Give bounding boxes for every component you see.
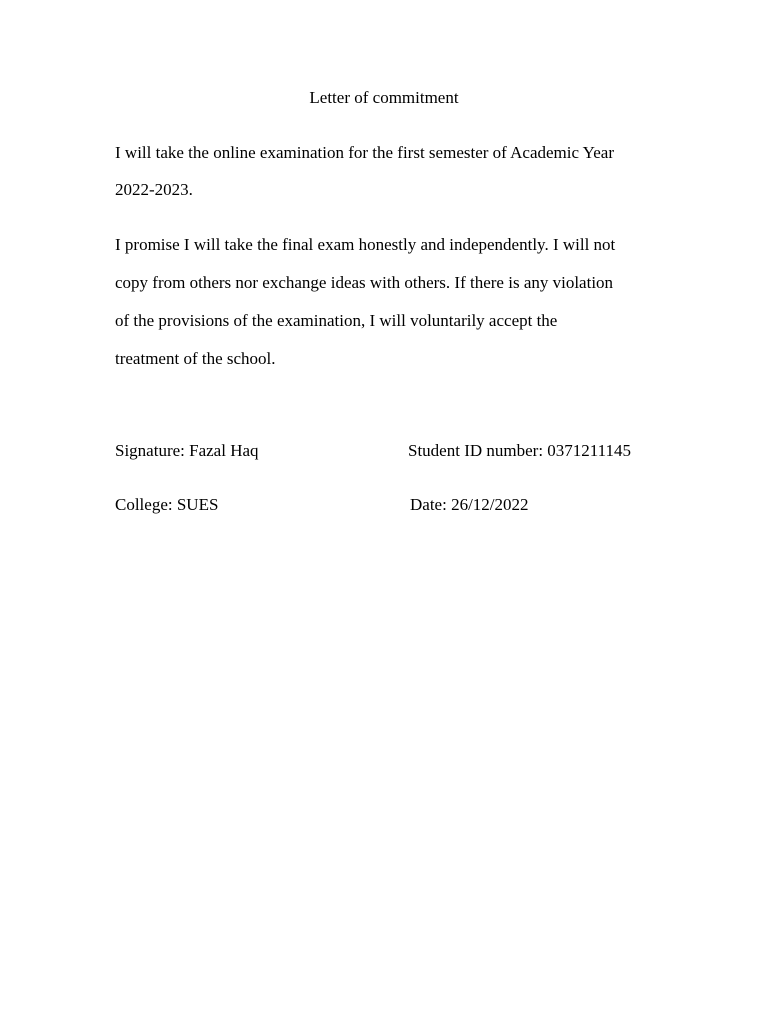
paragraph-2-line-3: of the provisions of the examination, I will voluntarily accept the xyxy=(115,311,558,330)
signature-field: Signature: Fazal Haq xyxy=(115,441,259,460)
paragraph-2-line-2: copy from others nor exchange ideas with others. If there is any violation xyxy=(115,273,614,292)
paragraph-2-line-1: I promise I will take the final exam honestly and independently. I will not xyxy=(115,235,616,254)
student-id-field: Student ID number: 0371211145 xyxy=(408,441,632,460)
date-field: Date: 26/12/2022 xyxy=(410,495,529,514)
college-field: College: SUES xyxy=(115,495,219,514)
paragraph-1-line-2: 2022-2023. xyxy=(115,180,193,199)
paragraph-1-line-1: I will take the online examination for the first semester of Academic Year xyxy=(115,143,614,162)
paragraph-2-line-4: treatment of the school. xyxy=(115,349,276,368)
document-title: Letter of commitment xyxy=(309,88,459,107)
